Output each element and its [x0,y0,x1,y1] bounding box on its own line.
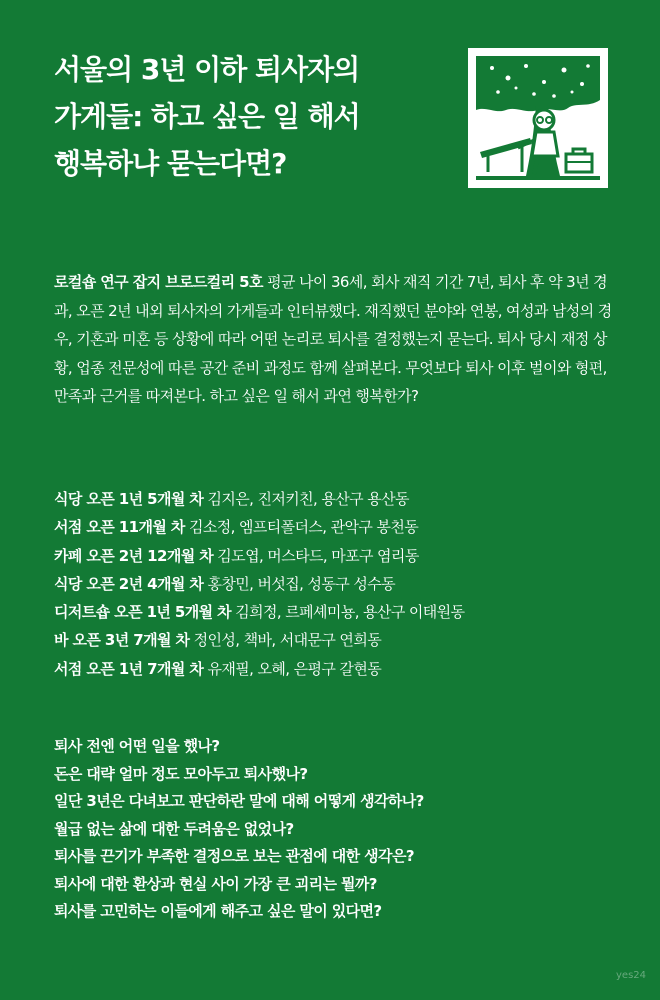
shop-label: 서점 오픈 11개월 차 [54,518,185,537]
shop-detail: 유재필, 오혜, 은평구 갈현동 [203,659,382,678]
shop-item [54,542,624,570]
shop-detail: 김소정, 엠프티폴더스, 관악구 봉천동 [184,518,419,537]
intro-paragraph [54,268,614,411]
question-item: 퇴사를 고민하는 이들에게 해주고 싶은 말이 있다면? [54,902,382,920]
shop-label: 식당 오픈 1년 5개월 차 [54,490,204,508]
title-line-3: 행복하냐 묻는다면? [54,147,287,180]
shop-label: 카페 오픈 2년 12개월 차 [54,546,214,565]
shop-detail: 김희정, 르페셰미뇽, 용산구 이태원동 [231,603,465,622]
question-item: 퇴사를 끈기가 부족한 결정으로 보는 관점에 대한 생각은? [54,847,414,865]
magazine-name: 로컬숍 연구 잡지 브로드컬리 5호 [54,273,263,291]
question-item: 퇴사에 대한 환상과 현실 사이 가장 큰 괴리는 뭘까? [54,874,377,893]
shop-item [54,598,624,626]
shop-detail: 김지은, 진저키친, 용산구 용산동 [203,490,409,508]
shop-item [54,655,624,683]
shop-detail: 정인성, 책바, 서대문구 연희동 [189,631,382,650]
question-item: 월급 없는 삶에 대한 두려움은 없었나? [54,819,294,838]
shop-detail: 홍창민, 버섯집, 성동구 성수동 [203,574,395,593]
question-item: 일단 3년은 다녀보고 판단하란 말에 대해 어떻게 생각하나? [54,792,424,810]
shop-item [54,513,624,541]
title-line-1: 서울의 3년 이하 퇴사자의 [54,53,360,86]
shop-item [54,570,624,598]
shop-detail: 김도엽, 머스타드, 마포구 염리동 [213,546,419,565]
title-line-2: 가게들: 하고 싶은 일 해서 [54,100,360,133]
shop-label: 식당 오픈 2년 4개월 차 [54,574,204,593]
shop-label: 서점 오픈 1년 7개월 차 [54,659,204,678]
shop-item [54,485,624,513]
shop-label: 바 오픈 3년 7개월 차 [54,631,190,650]
watermark: yes24 [616,970,647,981]
intro-text: 평균 나이 36세, 회사 재직 기간 7년, 퇴사 후 약 3년 경과, 오픈 2년 내외 퇴사자의 가게들과 인터뷰했다. 재직했던 분야와 연봉, 여성과 남성의 경우, 기혼과 미혼 등 상황에 따라 어떤 논리로 퇴사를 결정했는지 묻는다. 퇴사 당시 재정 상황, 업종 전문성에 따른 공간 준비 과정도 함께 살펴본다. 무엇보다 퇴사 이후 벌이와 형편, 만족과 근거를 따져본다. 하고 싶은 일 해서 과연 행복한가? [54,273,612,405]
question-item: 돈은 대략 얼마 정도 모아두고 퇴사했나? [54,764,308,783]
question-item: 퇴사 전엔 어떤 일을 했나? [54,737,220,755]
shop-item [54,626,624,654]
shop-label: 디저트숍 오픈 1년 5개월 차 [54,603,232,622]
shop-list [54,485,624,683]
question-list [54,733,624,926]
cover-title [54,46,454,187]
tree-bench-person-illustration-icon [468,48,608,188]
